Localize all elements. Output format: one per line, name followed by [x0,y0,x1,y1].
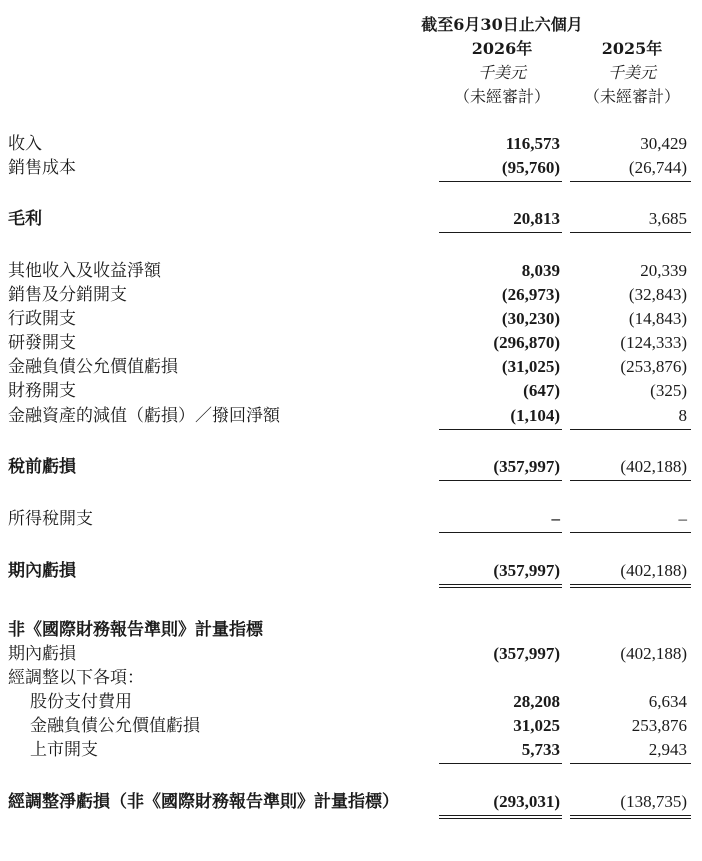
share-based-current: 28,208 [513,692,560,711]
subtotal-rule [439,181,562,182]
selling-expenses-current: (26,973) [501,285,560,304]
double-rule [439,815,562,816]
finance-costs-current: (647) [523,381,560,400]
subtotal-rule [439,532,562,533]
double-rule [439,584,562,585]
subtotal-rule [439,763,562,764]
impairment-current: (1,104) [510,406,560,425]
row-label-impairment: 金融資產的減值（虧損）／撥回淨額 [8,406,280,426]
prior-audit-note: （未經審計） [583,87,680,106]
subtotal-rule [570,763,691,764]
current-audit-note: （未經審計） [453,87,550,106]
period-loss-prior: (402,188) [620,561,687,580]
row-label-adjusted-for: 經調整以下各項： [8,668,144,688]
double-rule [570,818,691,819]
subtotal-rule [570,429,691,430]
double-rule [570,815,691,816]
prior-unit: 千美元 [607,63,656,82]
subtotal-rule [439,429,562,430]
row-label-rnd-expenses: 研發開支 [8,333,76,353]
double-rule [570,587,691,588]
double-rule [570,584,691,585]
row-label-other-income: 其他收入及收益淨額 [8,261,161,281]
row-label-share-based: 股份支付費用 [30,692,132,712]
section-title-non-ifrs: 非《國際財務報告準則》計量指標 [8,620,263,640]
selling-expenses-prior: (32,843) [628,285,687,304]
period-loss-current: (357,997) [493,561,560,580]
row-label-loss-before-tax: 稅前虧損 [8,457,76,477]
gross-profit-prior: 3,685 [648,209,687,228]
row-label-adjusted-net-loss: 經調整淨虧損（非《國際財務報告準則》計量指標） [8,792,399,812]
row-label-revenue: 收入 [8,134,42,154]
subtotal-rule [570,480,691,481]
admin-expenses-current: (30,230) [501,309,560,328]
subtotal-rule [439,232,562,233]
subtotal-rule [570,232,691,233]
adjusted-net-loss-prior: (138,735) [620,792,687,811]
row-label-period-loss: 期內虧損 [8,561,76,581]
revenue-prior: 30,429 [640,134,687,153]
current-unit: 千美元 [477,63,526,82]
loss-before-tax-current: (357,997) [493,457,560,476]
row-label-period-loss-2: 期內虧損 [8,644,76,664]
revenue-current: 116,573 [505,134,560,153]
subtotal-rule [570,532,691,533]
share-based-prior: 6,634 [648,692,687,711]
row-label-cost-of-sales: 銷售成本 [8,158,76,178]
adjusted-net-loss-current: (293,031) [493,792,560,811]
subtotal-rule [439,480,562,481]
row-label-fv-loss-2: 金融負債公允價值虧損 [30,716,200,736]
row-label-admin-expenses: 行政開支 [8,309,76,329]
gross-profit-current: 20,813 [513,209,560,228]
subtotal-rule [570,181,691,182]
period-header: 截至6月30日止六個月 [421,15,583,34]
rnd-expenses-current: (296,870) [493,333,560,352]
row-label-gross-profit: 毛利 [8,209,42,229]
other-income-current: 8,039 [521,261,560,280]
income-tax-current: – [551,509,560,528]
row-label-income-tax: 所得稅開支 [8,509,93,529]
row-label-fv-loss: 金融負債公允價值虧損 [8,357,178,377]
fv-loss-current: (31,025) [501,357,560,376]
loss-before-tax-prior: (402,188) [620,457,687,476]
row-label-listing-expenses: 上市開支 [30,740,98,760]
double-rule [439,587,562,588]
finance-costs-prior: (325) [650,381,687,400]
fv-loss-prior: (253,876) [620,357,687,376]
double-rule [439,818,562,819]
listing-expenses-current: 5,733 [521,740,560,759]
period-loss-2-current: (357,997) [493,644,560,663]
impairment-prior: 8 [678,406,687,425]
period-loss-2-prior: (402,188) [620,644,687,663]
income-tax-prior: – [678,509,687,528]
cost-of-sales-prior: (26,744) [628,158,687,177]
current-year-header: 2026年 [471,39,533,58]
prior-year-header: 2025年 [601,39,663,58]
row-label-finance-costs: 財務開支 [8,381,76,401]
fv-loss-2-prior: 253,876 [631,716,687,735]
row-label-selling-expenses: 銷售及分銷開支 [8,285,127,305]
other-income-prior: 20,339 [640,261,687,280]
fv-loss-2-current: 31,025 [513,716,560,735]
listing-expenses-prior: 2,943 [648,740,687,759]
cost-of-sales-current: (95,760) [501,158,560,177]
rnd-expenses-prior: (124,333) [620,333,687,352]
admin-expenses-prior: (14,843) [628,309,687,328]
